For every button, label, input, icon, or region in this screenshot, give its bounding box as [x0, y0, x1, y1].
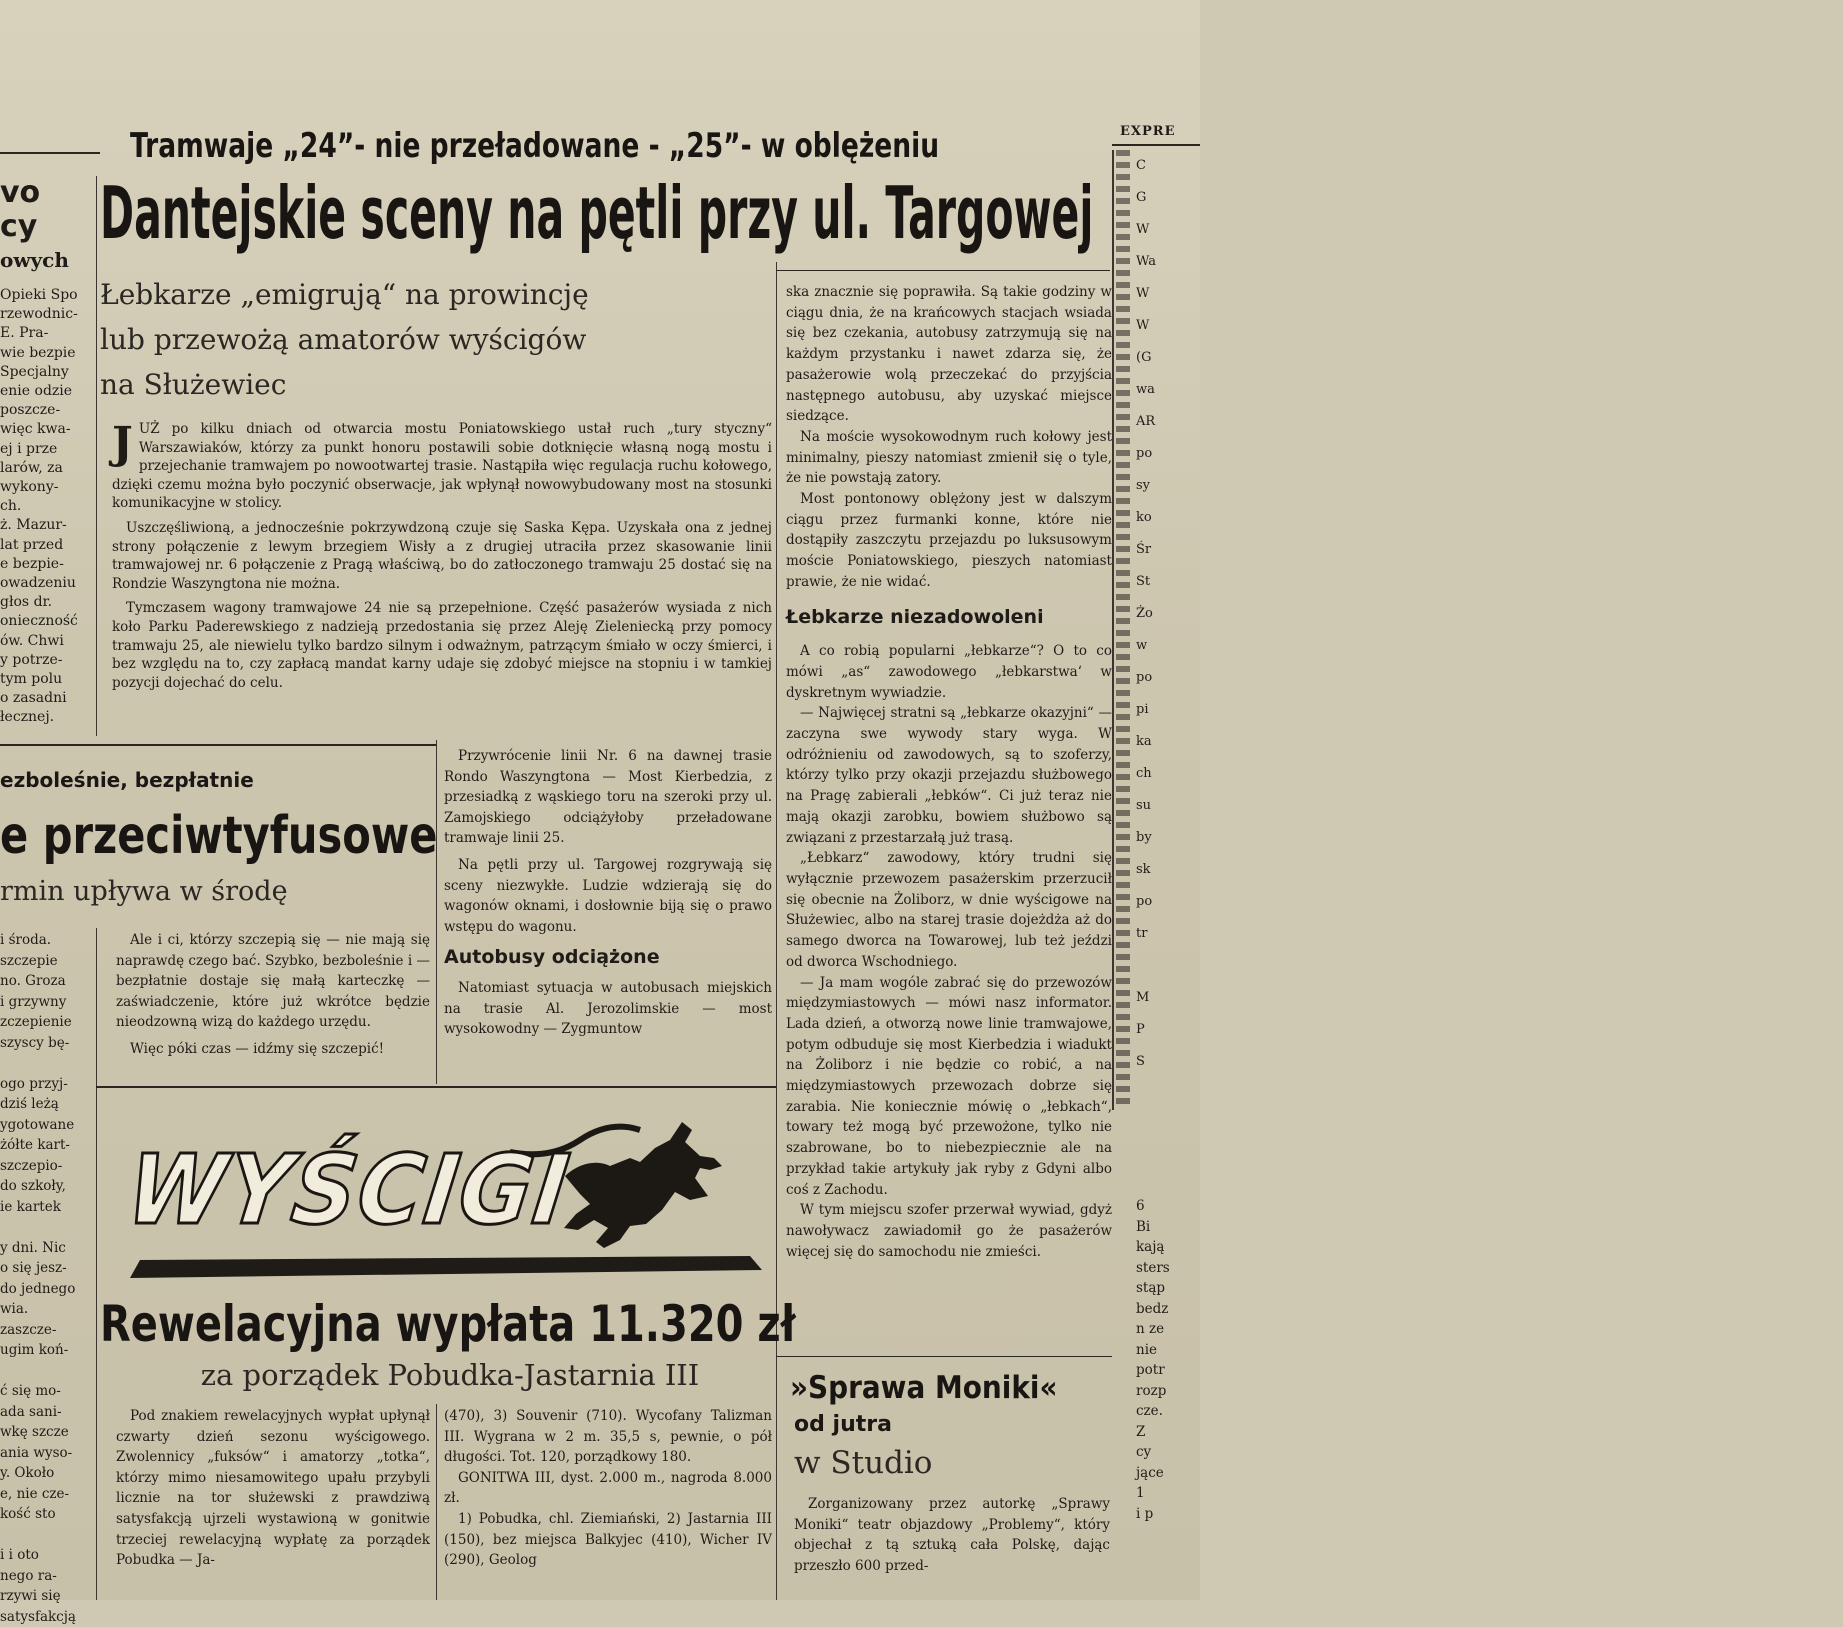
right-edge-top	[1136, 150, 1200, 1110]
monika-top-rule	[776, 1356, 1112, 1357]
right-edge-line: Wa	[1136, 246, 1200, 278]
left-edge-line: i i oto	[0, 1545, 92, 1566]
right-edge-line: sk	[1136, 854, 1200, 886]
left-edge-line: ów. Chwi	[0, 632, 92, 651]
right-edge-line: po	[1136, 438, 1200, 470]
left-edge-line: wkę szcze	[0, 1422, 92, 1443]
left-edge-line: więc kwa-	[0, 420, 92, 439]
right-col-top-rule	[776, 270, 1110, 271]
left-top-rule	[0, 152, 100, 154]
right-edge-line: w	[1136, 630, 1200, 662]
right-col-p6: „Łebkarz“ zawodowy, który trudni się wyłącznie przewozem pasażerskim przerzucił się obecnie na Żoliborz, w dnie wyścigowe na Służewiec, albo na starej trasie dojeżdża aż do samego dworca na Towarowej, lub też jeździ od dworca Wschodniego.	[786, 848, 1112, 972]
right-edge-line: tr	[1136, 918, 1200, 950]
right-edge-line: po	[1136, 886, 1200, 918]
left-edge-line: szczepie	[0, 951, 92, 972]
right-edge-line: stąp	[1136, 1278, 1200, 1299]
left-edge-lines	[0, 286, 92, 728]
left-edge-line: y potrze-	[0, 651, 92, 670]
left-edge-line: E. Pra-	[0, 324, 92, 343]
left-edge-line: o się jesz-	[0, 1258, 92, 1279]
left-edge-line: e, nie cze-	[0, 1484, 92, 1505]
right-decorative-border	[1116, 150, 1130, 1110]
left-edge-line	[0, 1217, 92, 1238]
right-edge-line	[1136, 950, 1200, 982]
left-edge-line: ogo przyj-	[0, 1074, 92, 1095]
right-edge-top-lines	[1136, 150, 1200, 1078]
payout-deck: za porządek Pobudka-Jastarnia III	[150, 1356, 750, 1396]
right-edge-line: S	[1136, 1046, 1200, 1078]
typhus-text	[116, 930, 430, 1080]
mid-col-p1: Przywrócenie linii Nr. 6 na dawnej trasie Rondo Waszyngtona — Most Kierbedzia, z przesiadką z wąskiego toru na szeroki przy ul. Zamojskiego odciążyłoby przeładowane tramwaje linii 25.	[444, 746, 772, 849]
left-edge-line: zczepienie	[0, 1012, 92, 1033]
payout-right-p2: GONITWA III, dyst. 2.000 m., nagroda 8.000 zł.	[444, 1468, 772, 1509]
left-edge-line: ania wyso-	[0, 1443, 92, 1464]
right-edge-line: Bi	[1136, 1217, 1200, 1238]
left-edge-line: o zasadni	[0, 689, 92, 708]
typhus-deck: rmin upływa w środę	[0, 874, 436, 914]
right-edge-line: AR	[1136, 406, 1200, 438]
right-edge-line: W	[1136, 278, 1200, 310]
left-edge-line: y dni. Nic	[0, 1238, 92, 1259]
left-edge-line: enie odzie	[0, 382, 92, 401]
mid-col-p3: Natomiast sytuacja w autobusach miejskich na trasie Al. Jerozolimskie — most wysokowodny — Zygmuntow	[444, 978, 772, 1040]
left-edge-line: wykony-	[0, 478, 92, 497]
racing-logo-text: WYŚCIGI	[120, 1130, 576, 1250]
right-edge-line: wa	[1136, 374, 1200, 406]
right-edge-line: rozp	[1136, 1381, 1200, 1402]
main-headline: Dantejskie sceny na pętli przy ul. Targowej	[100, 170, 1093, 256]
right-edge-line: pi	[1136, 694, 1200, 726]
right-edge-line: ka	[1136, 726, 1200, 758]
right-edge-bottom-lines	[1136, 1196, 1200, 1524]
left-edge-line: y. Około	[0, 1463, 92, 1484]
right-edge-line: C	[1136, 150, 1200, 182]
left-edge-line: Specjalny	[0, 363, 92, 382]
deck-line-3: na Służewiec	[100, 362, 740, 407]
right-edge-line: ch	[1136, 758, 1200, 790]
right-col-p5: — Najwięcej stratni są „łebkarze okazyjni“ — zaczyna swe wywody stary wyga. W odróżnieniu od zawodowych, są to szoferzy, którzy tylko przy okazji przejazdu służbowego na Pragę zabierali „łebków“. Ci już teraz nie mają okazji zarobku, bowiem służbowo są związani z przestarzałą już trasą.	[786, 703, 1112, 848]
article-right-column	[786, 282, 1112, 1392]
left-edge-line: ż. Mazur-	[0, 516, 92, 535]
payout-right-p1: (470), 3) Souvenir (710). Wycofany Talizman III. Wygrana w 2 m. 35,5 s, pewnie, o pół długości. Tot. 120, porządkowy 180.	[444, 1406, 772, 1468]
left-edge-line: rzywi się	[0, 1586, 92, 1607]
payout-right-text	[444, 1406, 772, 1600]
right-edge-line: G	[1136, 182, 1200, 214]
left-edge-line: ej i prze	[0, 440, 92, 459]
top-headline: Tramwaje „24”- nie przeładowane - „25”- w oblężeniu	[130, 126, 939, 166]
left-edge-line: żółte kart-	[0, 1135, 92, 1156]
mid-col-p2: Na pętli przy ul. Targowej rozgrywają się sceny niezwykłe. Ludzie wdzierają się do wagonów oknami, i dosłownie biją się o prawo wstępu do wagonu.	[444, 855, 772, 937]
left-edge-line: szyscy bę-	[0, 1033, 92, 1054]
typhus-kicker: ezboleśnie, bezpłatnie	[0, 768, 254, 792]
right-col-p8: W tym miejscu szofer przerwał wywiad, gdyż nawoływacz zawiadomił go że pasażerów więcej się do samochodu nie zmieści.	[786, 1200, 1112, 1262]
left-edge-head-3: owych	[0, 244, 92, 276]
right-col-p1: ska znacznie się poprawiła. Są takie godziny w ciągu dnia, że na krańcowych stacjach wsiada się bez czekania, autobusy zatrzymują się na każdym przystanku i nawet zdarza się, że pasażerowie wolą przeczekać do przyjścia następnego autobusu, aby uzyskać miejsce siedzące.	[786, 282, 1112, 427]
right-edge-line: nie	[1136, 1340, 1200, 1361]
typhus-headline-wrap	[0, 806, 436, 866]
drop-cap: J	[112, 424, 133, 464]
right-col-p7: — Ja mam wogóle zabrać się do przewozów międzymiastowych — mówi nasz informator. Lada dzień, a otworzą nowe linie tramwajowe, potym odbuduje się most Kierbedzia i wiadukt na Żoliborz i nie będzie co robić, a na międzymiastowych przewozach dobrze się zarabia. Nie koniecznie mówię o „łebkach“, towary też mogą być przewożone, tylko nie szabrowane, bo to niebezpiecznie ale na przykład takie artykuły jak ryby z Gdyni albo coś z Zachodu.	[786, 973, 1112, 1201]
right-border-line	[1112, 150, 1114, 1110]
left-edge-line: ch.	[0, 497, 92, 516]
left-edge-line: Opieki Spo	[0, 286, 92, 305]
left-edge-line: i środa.	[0, 930, 92, 951]
left-edge-head-2: cy	[0, 210, 92, 244]
right-edge-line: cy	[1136, 1442, 1200, 1463]
left-edge-line: satysfakcją	[0, 1607, 92, 1627]
left-edge-line: łecznej.	[0, 708, 92, 727]
divider-left	[96, 176, 97, 736]
typhus-headline: e przeciwtyfusowe	[0, 806, 437, 866]
payout-left-p: Pod znakiem rewelacyjnych wypłat upłynął czwarty dzień sezonu wyścigowego. Zwolennicy „fuksów“ i amatorzy „totka“, którzy mimo niesamowitego upału przybyli licznie na tor służewski z prawdziwą satysfakcją ujrzeli wystawioną w gonitwie trzeciej rewelacyjną wypłatę za porządek Pobudka — Ja-	[116, 1406, 430, 1571]
right-edge-line: sters	[1136, 1258, 1200, 1279]
right-edge-line: ko	[1136, 502, 1200, 534]
left-edge-line: kość sto	[0, 1504, 92, 1525]
monika-headline-wrap	[790, 1368, 1110, 1408]
left-edge-line: lat przed	[0, 536, 92, 555]
right-edge-line: kają	[1136, 1237, 1200, 1258]
left-edge-line	[0, 1053, 92, 1074]
typhus-top-rule	[0, 744, 436, 746]
right-edge-line: by	[1136, 822, 1200, 854]
right-edge-line: i p	[1136, 1504, 1200, 1525]
left-edge-line: szczepio-	[0, 1156, 92, 1177]
lebkarze-subhead: Łebkarze niezadowoleni	[786, 607, 1112, 628]
right-edge-line: po	[1136, 662, 1200, 694]
left-edge-line: i grzywny	[0, 992, 92, 1013]
divider-payout	[436, 1404, 437, 1600]
article-main-p3: Tymczasem wagony tramwajowe 24 nie są przepełnione. Część pasażerów wysiada z nich koło Parku Paderewskiego z nadzieją przedostania się przez Aleję Zieleniecką przy pomocy tramwaju 25, ale niewielu tylko bardzo silnym i odważnym, patrzącym śmiało w oczy śmierci, i bez względu na to, czy zapłacą mandat karny udaje się zdobyć miejsce na stopniu i w tamkiej pozycji dojechać do celu.	[112, 599, 772, 692]
article-main	[112, 420, 772, 744]
left-edge-column-top	[0, 176, 92, 736]
left-edge-column-bottom	[0, 930, 92, 1600]
main-headline-wrap	[100, 170, 1112, 256]
right-edge-line: cze.	[1136, 1401, 1200, 1422]
racing-top-rule	[96, 1086, 776, 1088]
monika-headline: »Sprawa Moniki«	[790, 1368, 1057, 1408]
right-edge-line: Śr	[1136, 534, 1200, 566]
typhus-kicker-wrap	[0, 768, 436, 800]
right-edge-line: W	[1136, 214, 1200, 246]
left-edge-line: larów, za	[0, 459, 92, 478]
left-edge-line: tym polu	[0, 670, 92, 689]
deck-line-2: lub przewożą amatorów wyścigów	[100, 317, 740, 362]
right-edge-line: sy	[1136, 470, 1200, 502]
divider-mid	[436, 740, 437, 1084]
deck	[100, 272, 740, 408]
racing-logo	[110, 1100, 770, 1290]
right-edge-line: M	[1136, 982, 1200, 1014]
monika-text-p: Zorganizowany przez autorkę „Sprawy Moniki“ teatr objazdowy „Problemy“, który objechał z tą sztuką cała Polskę, dając przeszło 600 przed-	[794, 1494, 1110, 1576]
right-edge-line: St	[1136, 566, 1200, 598]
left-edge-line	[0, 1525, 92, 1546]
left-edge-line: ada sani-	[0, 1402, 92, 1423]
left-edge-line: owadzeniu	[0, 574, 92, 593]
right-edge-line: 1	[1136, 1483, 1200, 1504]
left-edge-line: e bezpie-	[0, 555, 92, 574]
left-edge-head-1: vo	[0, 176, 92, 210]
article-main-p2: Uszczęśliwioną, a jednocześnie pokrzywdzoną czuje się Saska Kępa. Uzyskała ona z jednej strony połączenie z lewym brzegiem Wisły a z drugiej utraciła przez skasowanie linii tramwajowej nr. 6 połączenie z Pragą właściwą, bo do zatłoczonego tramwaju 25 dostać się na Rondzie Waszyngtona nie można.	[112, 519, 772, 593]
monika-sub2: w Studio	[794, 1444, 1094, 1484]
right-edge-line: W	[1136, 310, 1200, 342]
article-main-p1: UŻ po kilku dniach od otwarcia mostu Poniatowskiego ustał ruch „tury styczny“ Warszawiaków, którzy za punkt honoru postawili sobie dotknięcie własną nogą mostu i przejechanie tramwajem po nowootwartej trasie. Nastąpiła więc regulacja ruchu kołowego, dzięki czemu można było poczynić obserwacje, jak wpłynął nowowybudowany most na stosunki komunikacyjne w stolicy.	[112, 421, 772, 511]
top-headline-wrap	[130, 126, 1110, 176]
left-edge-line: nego ra-	[0, 1566, 92, 1587]
right-edge-line: P	[1136, 1014, 1200, 1046]
payout-right-p3: 1) Pobudka, chl. Ziemiański, 2) Jastarnia III (150), bez miejsca Balkyjec (410), Wicher IV (290), Geolog	[444, 1509, 772, 1571]
payout-left-text	[116, 1406, 430, 1600]
article-mid-column	[444, 746, 772, 1086]
left-edge-line: do szkoły,	[0, 1176, 92, 1197]
payout-headline: Rewelacyjna wypłata 11.320 zł	[100, 1290, 796, 1358]
left-edge-line: rzewodnic-	[0, 305, 92, 324]
left-edge-line: głos dr.	[0, 593, 92, 612]
left-edge-line: no. Groza	[0, 971, 92, 992]
deck-line-1: Łebkarze „emigrują“ na prowincję	[100, 272, 740, 317]
monika-sub1: od jutra	[794, 1412, 1094, 1442]
right-edge-bottom	[1136, 1196, 1200, 1600]
right-edge-line: (G	[1136, 342, 1200, 374]
jockey-icon	[670, 1122, 692, 1144]
masthead-fragment: EXPRE	[1120, 124, 1200, 142]
divider-right	[776, 262, 777, 1600]
left-edge-line: ie kartek	[0, 1197, 92, 1218]
logo-underline	[130, 1256, 762, 1278]
right-col-p4: A co robią popularni „łebkarze“? O to co mówi „as“ zawodowego „łebkarstwa‘ w dyskretnym wywiadzie.	[786, 641, 1112, 703]
left-edge-line: wia.	[0, 1299, 92, 1320]
right-col-p2: Na moście wysokowodnym ruch kołowy jest minimalny, pieszy natomiast zmienił się o tyle, że nie powstają zatory.	[786, 427, 1112, 489]
right-edge-line: Żo	[1136, 598, 1200, 630]
masthead-rule	[1112, 144, 1200, 146]
monika-text	[794, 1494, 1110, 1600]
right-edge-line: n ze	[1136, 1319, 1200, 1340]
left-edge-line: zaszcze-	[0, 1320, 92, 1341]
payout-headline-wrap	[100, 1290, 776, 1360]
left-edge-line: dziś leżą	[0, 1094, 92, 1115]
left-edge-line: ć się mo-	[0, 1381, 92, 1402]
left-edge-line: do jednego	[0, 1279, 92, 1300]
right-edge-line: Z	[1136, 1422, 1200, 1443]
right-edge-line: 6	[1136, 1196, 1200, 1217]
right-edge-line: jące	[1136, 1463, 1200, 1484]
racing-logo-text-wrap	[136, 1130, 656, 1250]
left-edge-bottom-lines	[0, 930, 92, 1627]
left-edge-line: wie bezpie	[0, 344, 92, 363]
left-edge-line: poszcze-	[0, 401, 92, 420]
right-edge-line: su	[1136, 790, 1200, 822]
divider-left-bottom	[96, 928, 97, 1600]
right-edge-line: bedz	[1136, 1299, 1200, 1320]
left-edge-line: ugim koń-	[0, 1340, 92, 1361]
left-edge-line	[0, 1361, 92, 1382]
typhus-text-p1: Ale i ci, którzy szczepią się — nie mają się naprawdę czego bać. Szybko, bezboleśnie i — bezpłatnie dostaje się małą karteczkę — zaświadczenie, które już wkrótce będzie nieodzowną wizą do każdego urzędu.	[116, 930, 430, 1033]
left-edge-line: onieczność	[0, 612, 92, 631]
autobusy-subhead: Autobusy odciążone	[444, 947, 772, 968]
right-col-p3: Most pontonowy oblężony jest w dalszym ciągu przez furmanki konne, które nie dostąpiły zaszczytu przejazdu po luksusowym moście Poniatowskiego, pieszych natomiast prawie, że nie widać.	[786, 489, 1112, 593]
left-edge-line: ygotowane	[0, 1115, 92, 1136]
typhus-text-p2: Więc póki czas — idźmy się szczepić!	[116, 1039, 430, 1060]
right-edge-line: potr	[1136, 1360, 1200, 1381]
